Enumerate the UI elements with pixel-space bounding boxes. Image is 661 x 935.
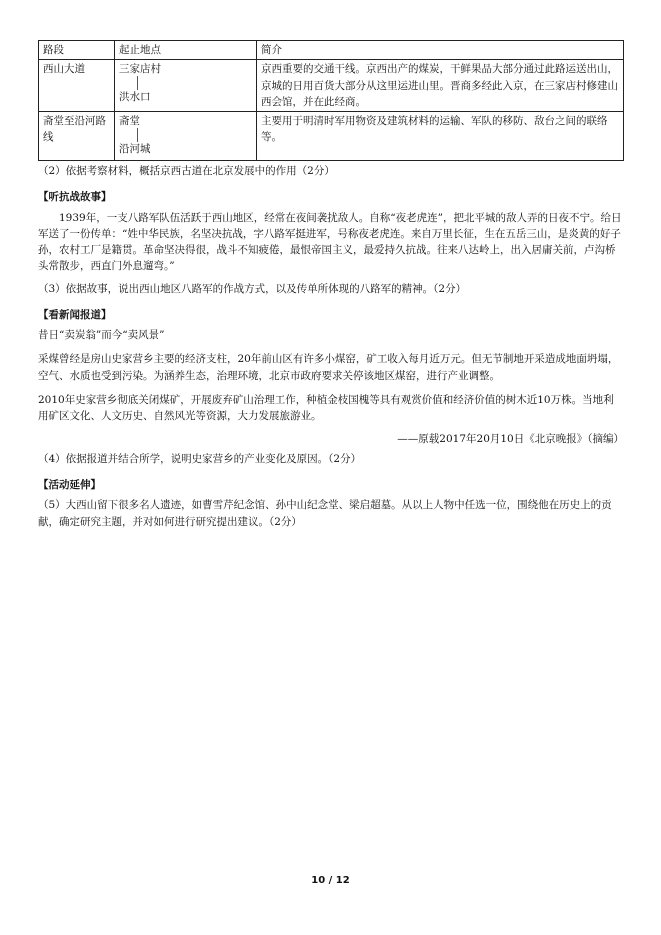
intro-text: 京西重要的交通干线。京西出产的煤炭，干鲜果品大部分通过此路运送出山，京城的日用百货大部分从这里运进山里。晋商多经此入京，在三家店村修建山西会馆，并在此经商。 — [257, 60, 624, 112]
route-table — [38, 40, 624, 161]
news-subtitle: 昔日“卖炭翁”而今“卖风景” — [38, 329, 165, 342]
header-segment: 路段 — [39, 41, 115, 60]
news-heading: 【看新闻报道】 — [38, 308, 112, 321]
endpoints-cell — [115, 112, 257, 161]
endpoints-cell — [115, 60, 257, 112]
table-row — [39, 60, 624, 112]
question-3: （3）依据故事，说出西山地区八路军的作战方式，以及传单所体现的八路军的精神。（2分） — [38, 282, 467, 295]
question-2: （2）依据考察材料，概括京西古道在北京发展中的作用（2分） — [38, 165, 335, 178]
intro-text: 主要用于明清时军用物资及建筑材料的运输、军队的移防、敌台之间的联络等。 — [257, 112, 624, 161]
news-paragraph-1: 采煤曾经是房山史家营乡主要的经济支柱，20年前山区有许多小煤窑，矿工收入每月近万元。但无节制地开采造成地面坍塌，空气、水质也受到污染。为涵养生态，治理环境，北京市政府要求关停该地区煤窑，进行产业调整。 — [38, 353, 619, 382]
segment-name: 西山大道 — [39, 60, 115, 112]
route-connector-line — [137, 128, 138, 142]
page-number: 10 / 12 — [311, 875, 350, 886]
story-heading: 【听抗战故事】 — [38, 191, 112, 204]
header-intro: 简介 — [257, 41, 624, 60]
news-source: ——原载2017年20月10日《北京晚报》（摘编） — [397, 432, 624, 445]
end-location: 沿河城 — [119, 143, 151, 156]
start-location: 斋堂 — [119, 115, 140, 128]
start-location: 三家店村 — [119, 63, 161, 76]
exam-page — [38, 40, 624, 530]
route-connector-line — [137, 76, 138, 90]
extend-heading: 【活动延伸】 — [38, 479, 101, 492]
table-header-row — [39, 41, 624, 60]
story-paragraph: 1939年，一支八路军队伍活跃于西山地区，经常在夜间袭扰敌人。自称“夜老虎连”，把北平城的敌人弄的日夜不宁。给日军送了一份传单：“姓中华民族，名坚决抗战，字八路军挺进军，号称夜老虎连。来自万里长征，生在五岳三山，是炎黄的好子孙，农村工厂是籍贯。革命坚决得很，战斗不知疲倦，最恨帝国主义，最爱持久抗战。往来八达岭上，出入居庸关前，卢沟桥头常散步，西直门外息遛弯。” — [38, 211, 622, 273]
end-location: 洪水口 — [119, 91, 151, 104]
segment-name: 斋堂至沿河路线 — [39, 112, 115, 161]
question-4: （4）依据报道并结合所学，说明史家营乡的产业变化及原因。（2分） — [38, 452, 362, 465]
news-paragraph-2: 2010年史家营乡彻底关闭煤矿，开展废弃矿山治理工作，种植金枝国槐等具有观赏价值和经济价值的树木近10万株。当地利用矿区文化、人文历史、自然风光等资源，大力发展旅游业。 — [38, 393, 614, 423]
header-endpoints: 起止地点 — [115, 41, 257, 60]
question-5: （5）大西山留下很多名人遗迹，如曹雪芹纪念馆、孙中山纪念堂、梁启超墓。从以上人物中任选一位，围绕他在历史上的贡献，确定研究主题，并对如何进行研究提出建议。（2分） — [38, 499, 612, 528]
table-row — [39, 112, 624, 161]
